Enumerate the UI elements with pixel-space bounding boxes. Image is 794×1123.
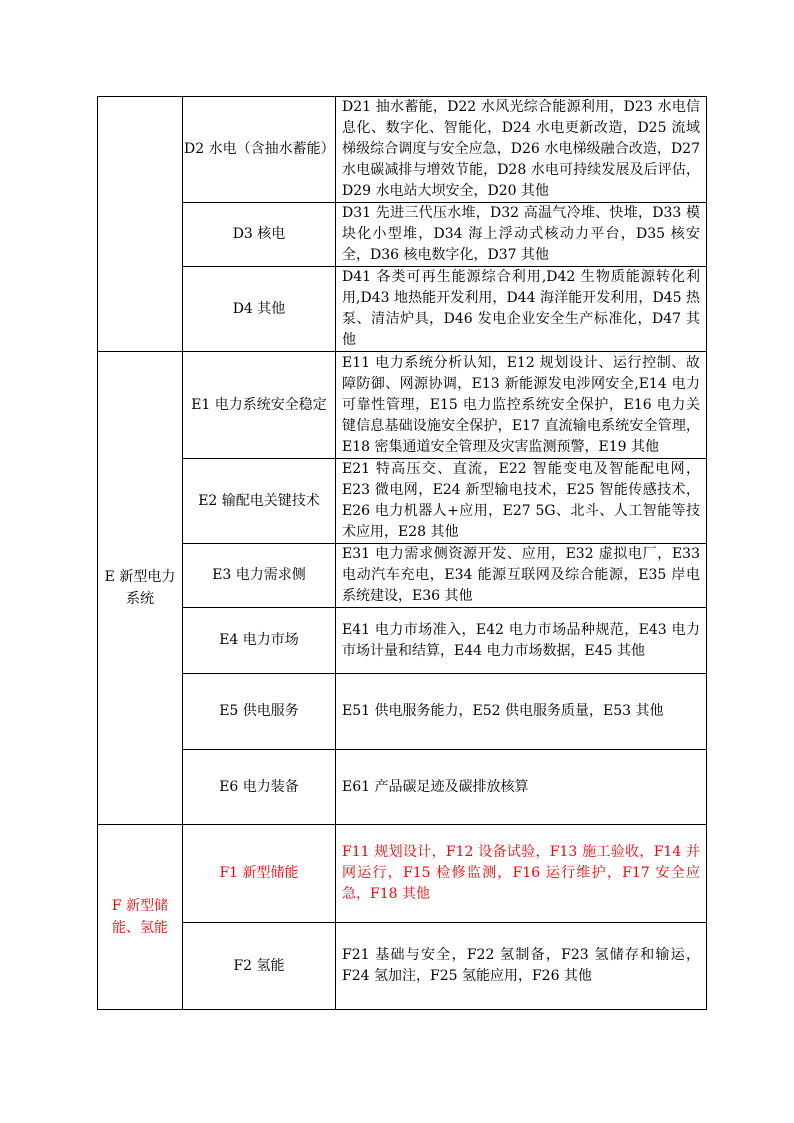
subcategory-cell-e1: E1 电力系统安全稳定: [183, 352, 336, 459]
subcategory-cell-d4: D4 其他: [183, 267, 336, 352]
items-cell-f2: F21 基础与安全，F22 氢制备，F23 氢储存和输运，F24 氢加注，F25 氢能应用，F26 其他: [336, 923, 707, 1010]
items-cell-e5: E51 供电服务能力，E52 供电服务质量，E53 其他: [336, 674, 707, 750]
subcategory-cell-e2: E2 输配电关键技术: [183, 459, 336, 544]
table-row: [98, 674, 707, 750]
subcategory-cell-e3: E3 电力需求侧: [183, 544, 336, 608]
items-cell-e1: E11 电力系统分析认知，E12 规划设计、运行控制、故障防御、网源协调，E13 新能源发电涉网安全,E14 电力可靠性管理，E15 电力监控系统安全保护，E16 电力关键信息基础设施安全保护，E17 直流输电系统安全管理，E18 密集通道安全管理及灾害监测预警，E19 其他: [336, 352, 707, 459]
table-row: [98, 825, 707, 923]
table-row: [98, 267, 707, 352]
table-row: [98, 923, 707, 1010]
subcategory-cell-e6: E6 电力装备: [183, 750, 336, 825]
group-cell-f: F 新型储能、氢能: [98, 825, 183, 1010]
group-cell-d: [98, 97, 183, 352]
table-row: [98, 750, 707, 825]
items-cell-d3: D31 先进三代压水堆，D32 高温气冷堆、快堆，D33 模块化小型堆，D34 海上浮动式核动力平台，D35 核安全，D36 核电数字化，D37 其他: [336, 203, 707, 267]
items-cell-e6: E61 产品碳足迹及碳排放核算: [336, 750, 707, 825]
table-row: [98, 203, 707, 267]
table-row: [98, 459, 707, 544]
subcategory-cell-d3: D3 核电: [183, 203, 336, 267]
group-cell-e: E 新型电力系统: [98, 352, 183, 825]
subcategory-cell-d2: D2 水电（含抽水蓄能）: [183, 97, 336, 203]
items-cell-e4: E41 电力市场准入，E42 电力市场品种规范，E43 电力市场计量和结算，E44 电力市场数据，E45 其他: [336, 608, 707, 674]
subcategory-cell-e5: E5 供电服务: [183, 674, 336, 750]
subcategory-cell-f1: F1 新型储能: [183, 825, 336, 923]
items-cell-d4: D41 各类可再生能源综合利用,D42 生物质能源转化利用,D43 地热能开发利用，D44 海洋能开发利用，D45 热泵、清洁炉具，D46 发电企业安全生产标准化，D47 其他: [336, 267, 707, 352]
items-cell-e3: E31 电力需求侧资源开发、应用，E32 虚拟电厂，E33 电动汽车充电，E34 能源互联网及综合能源，E35 岸电系统建设，E36 其他: [336, 544, 707, 608]
subcategory-cell-f2: F2 氢能: [183, 923, 336, 1010]
items-cell-d2: D21 抽水蓄能，D22 水风光综合能源利用，D23 水电信息化、数字化、智能化，D24 水电更新改造，D25 流域梯级综合调度与安全应急，D26 水电梯级融合改造，D27 水电碳减排与增效节能，D28 水电可持续发展及后评估， D29 水电站大坝安全，D20 其他: [336, 97, 707, 203]
table-row: [98, 544, 707, 608]
table-row: [98, 97, 707, 203]
subcategory-cell-e4: E4 电力市场: [183, 608, 336, 674]
table-row: [98, 608, 707, 674]
table-row: [98, 352, 707, 459]
items-cell-e2: E21 特高压交、直流，E22 智能变电及智能配电网，E23 微电网，E24 新型输电技术，E25 智能传感技术，E26 电力机器人+应用，E27 5G、北斗、人工智能等技术应用，E28 其他: [336, 459, 707, 544]
classification-table: [97, 96, 707, 1010]
items-cell-f1: F11 规划设计，F12 设备试验，F13 施工验收，F14 并网运行，F15 检修监测，F16 运行维护，F17 安全应急，F18 其他: [336, 825, 707, 923]
